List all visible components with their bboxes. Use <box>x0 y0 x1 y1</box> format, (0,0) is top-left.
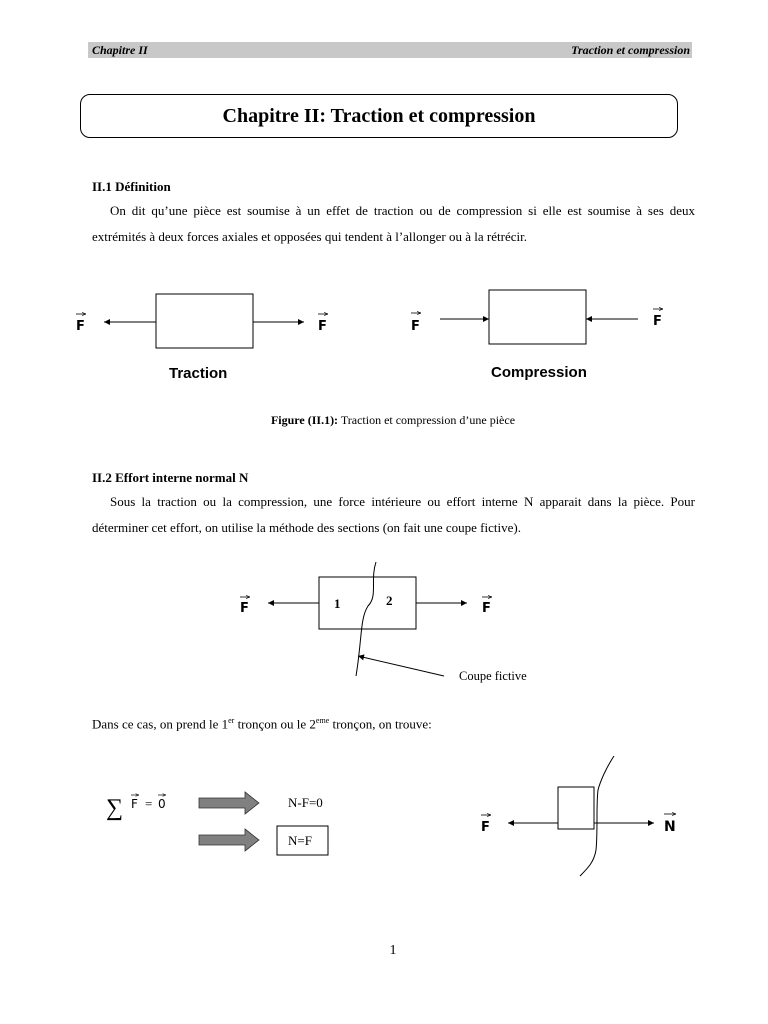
freebody-normal-label: N <box>664 819 676 835</box>
cut-pointer <box>358 656 444 676</box>
sum-lhs-vector: F <box>131 797 138 811</box>
compression-force-right: F <box>653 314 662 329</box>
freebody-block <box>558 787 594 829</box>
compression-label: Compression <box>491 364 587 381</box>
section-heading-normal-force: II.2 Effort interne normal N <box>92 470 249 485</box>
normal-force-paragraph: Sous la traction ou la compression, une force intérieure ou effort interne N apparait dans la pièce. Pour déterminer cet effort, on utilise la méthode des sections (on fait une coupe fictive). <box>92 494 695 535</box>
sentence-part-2: tronçon ou le 2 <box>234 716 316 732</box>
traction-force-left: F <box>76 319 85 334</box>
part-one-label: 1 <box>334 596 341 611</box>
equation-2: N=F <box>288 833 312 848</box>
cut-line <box>356 562 376 676</box>
caption-label: Figure (II.1): <box>270 413 339 427</box>
section-force-left: F <box>240 601 249 616</box>
cut-label: Coupe fictive <box>459 669 527 683</box>
section-heading-definition: II.1 Définition <box>92 179 171 194</box>
page-number: 1 <box>389 943 397 958</box>
sum-symbol: ∑ <box>106 795 124 821</box>
sentence-part-1: Dans ce cas, on prend le 1 <box>92 716 229 732</box>
ordinal-first: er <box>228 716 235 725</box>
traction-force-right: F <box>318 319 327 334</box>
freebody-cut-line <box>580 756 614 876</box>
ordinal-second: eme <box>315 716 330 725</box>
header-chapter: Chapitre II <box>92 43 148 57</box>
implies-arrow-1 <box>199 792 259 814</box>
equation-1: N-F=0 <box>288 795 323 810</box>
part-two-label: 2 <box>386 593 393 608</box>
traction-block <box>156 294 253 348</box>
equals-sign: = <box>145 796 153 811</box>
caption-text: Traction et compression d’une pièce <box>338 413 516 427</box>
section-sentence <box>92 716 432 732</box>
freebody-force-label: F <box>481 820 490 835</box>
definition-paragraph: On dit qu’une pièce est soumise à un effet de traction ou de compression si elle est soumise à ses deux extrémités à deux forces axiales et opposées qui tendent à l’allonger ou à la rétrécir. <box>92 203 695 244</box>
header-topic: Traction et compression <box>571 43 690 57</box>
compression-force-left: F <box>411 319 420 334</box>
compression-block <box>489 290 586 344</box>
chapter-title: Chapitre II: Traction et compression <box>80 94 678 138</box>
sentence-part-3: tronçon, on trouve: <box>329 716 432 732</box>
implies-arrow-2 <box>199 829 259 851</box>
traction-label: Traction <box>169 365 228 382</box>
sum-rhs-vector: 0 <box>158 797 166 811</box>
figure-caption <box>0 413 768 428</box>
section-force-right: F <box>482 601 491 616</box>
